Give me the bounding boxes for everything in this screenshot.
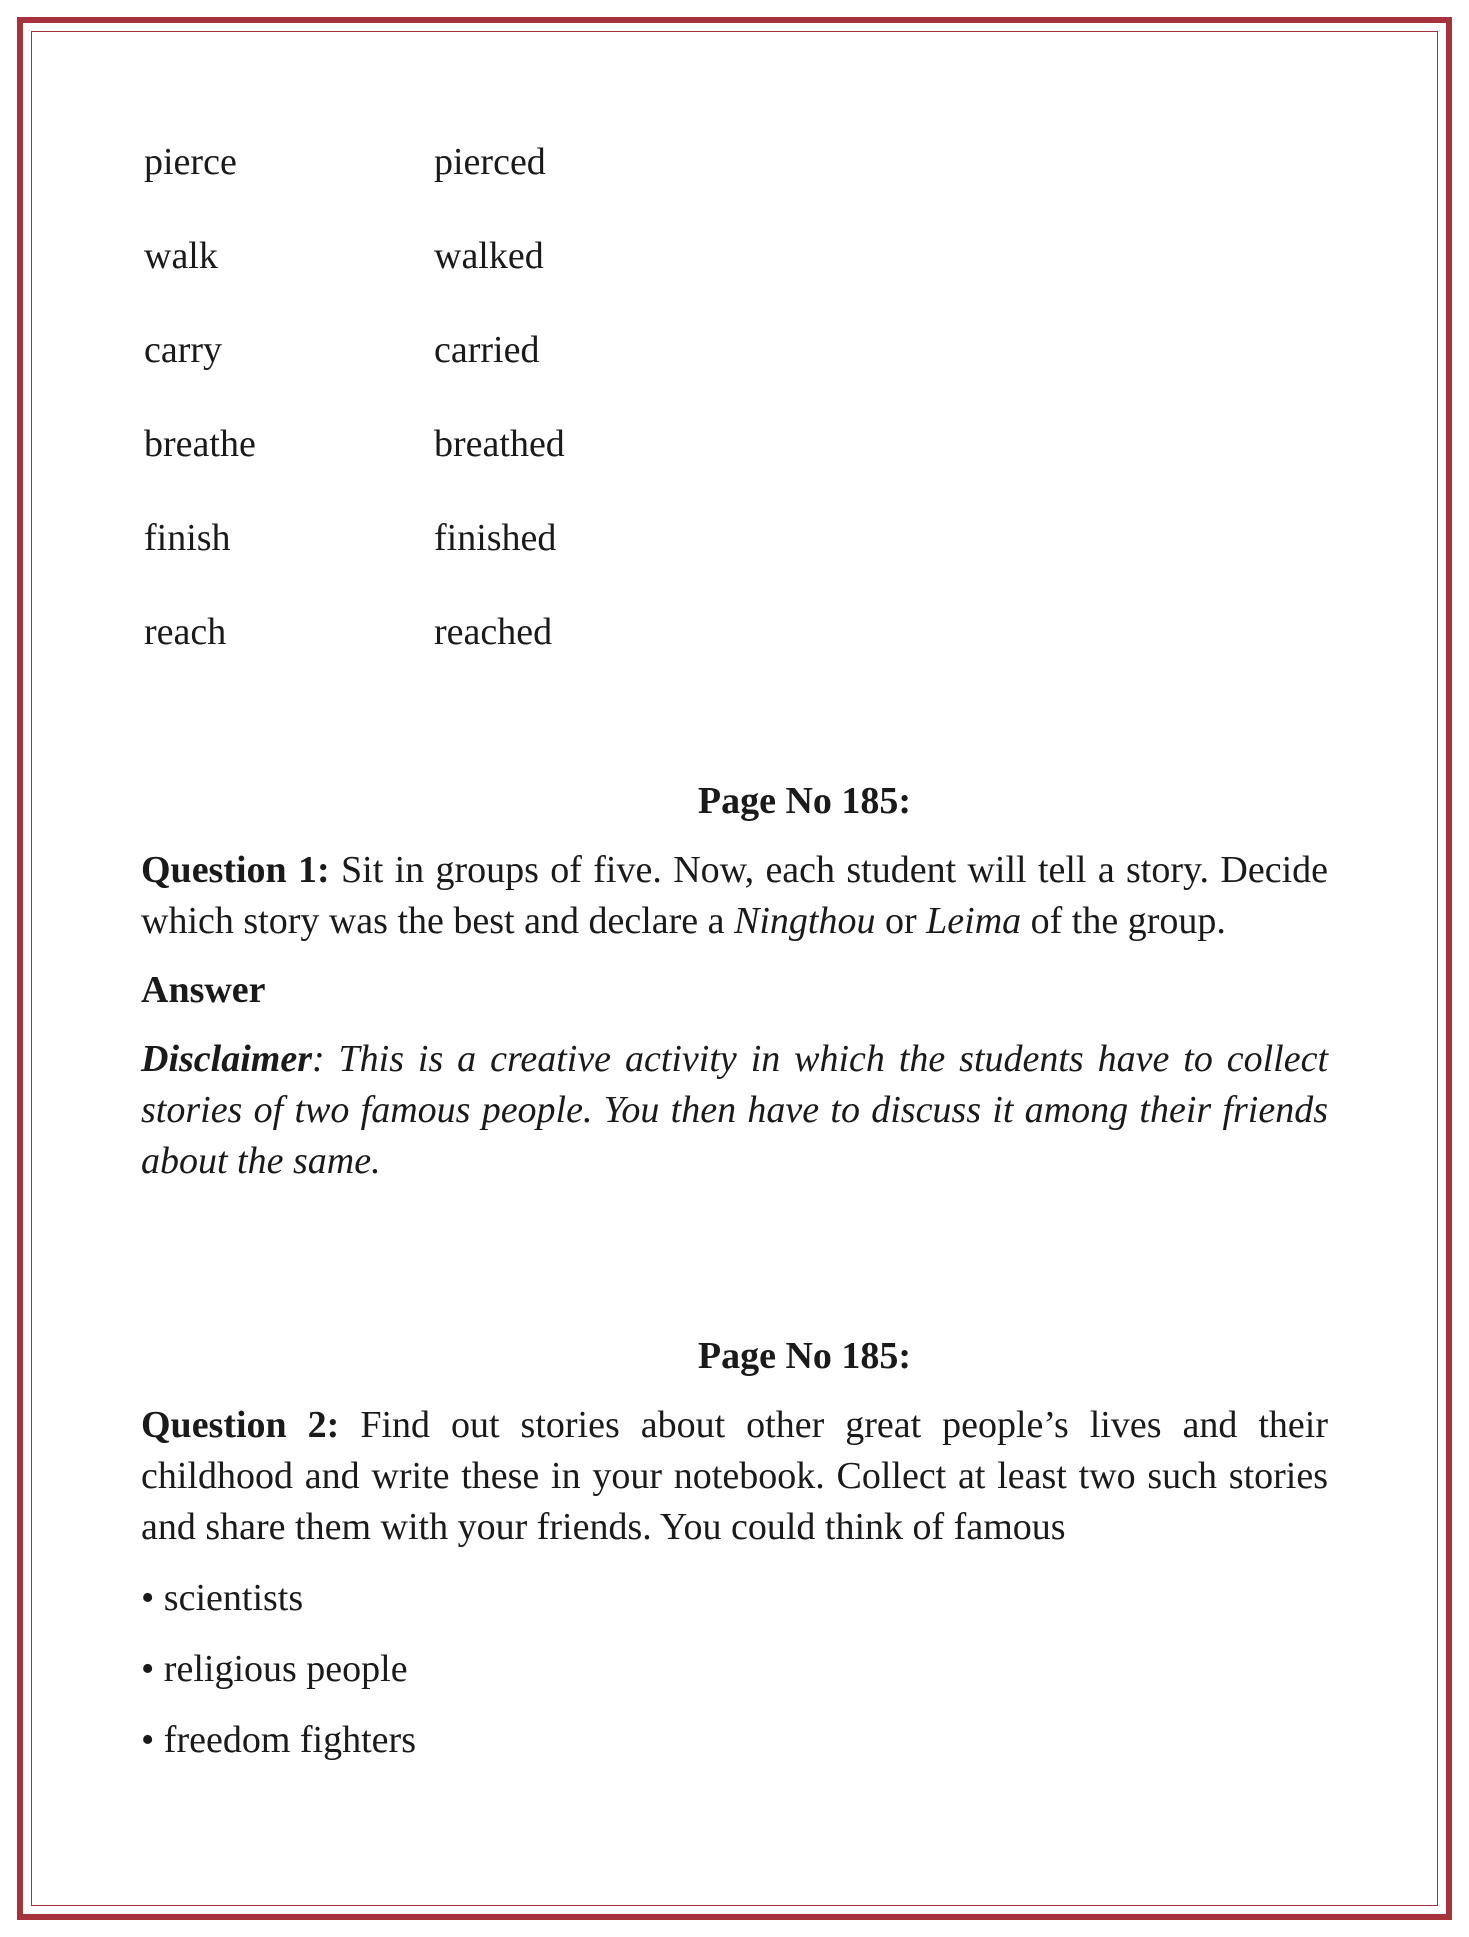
verb-past: carried bbox=[434, 329, 540, 371]
question-text: Sit in groups of five. Now, each student will tell a story. Decide which story was the best and declare a bbox=[141, 849, 1328, 942]
verb-base: breathe bbox=[144, 423, 256, 465]
list-item: • religious people bbox=[141, 1648, 408, 1690]
question-text: or bbox=[875, 900, 927, 942]
verb-past: breathed bbox=[434, 423, 565, 465]
page-heading: Page No 185: bbox=[697, 1335, 912, 1377]
verb-table bbox=[144, 140, 565, 704]
list-item: • scientists bbox=[141, 1577, 304, 1619]
page-heading: Page No 185: bbox=[697, 780, 912, 822]
verb-base: walk bbox=[144, 235, 218, 277]
question-paragraph bbox=[141, 1400, 1328, 1553]
verb-base: reach bbox=[144, 611, 227, 653]
verb-past: pierced bbox=[434, 141, 546, 183]
disclaimer-label: Disclaimer bbox=[141, 1038, 312, 1080]
question-emphasis: Ningthou bbox=[734, 900, 876, 942]
verb-past: walked bbox=[434, 235, 544, 277]
disclaimer-text: : This is a creative activity in which the students have to collect stories of two famous people. You then have to discuss it among their friends about the same. bbox=[141, 1038, 1328, 1182]
verb-base: pierce bbox=[144, 141, 237, 183]
verb-row bbox=[144, 328, 565, 422]
verb-row bbox=[144, 516, 565, 610]
question-paragraph bbox=[141, 845, 1328, 947]
disclaimer-paragraph bbox=[141, 1034, 1328, 1187]
question-label: Question 2: bbox=[141, 1404, 340, 1446]
question-text: of the group. bbox=[1021, 900, 1226, 942]
verb-row bbox=[144, 422, 565, 516]
verb-base: carry bbox=[144, 329, 223, 371]
verb-row bbox=[144, 610, 565, 704]
question-emphasis: Leima bbox=[926, 900, 1022, 942]
verb-row bbox=[144, 140, 565, 234]
section-question-2 bbox=[141, 1331, 1328, 1766]
question-label: Question 1: bbox=[141, 849, 330, 891]
question-text: Find out stories about other great people’s lives and their childhood and write these in your notebook. Collect at least two such stories and share them with your friends. You could think of famous bbox=[141, 1404, 1328, 1548]
list-item: • freedom fighters bbox=[141, 1719, 416, 1761]
verb-base: finish bbox=[144, 517, 231, 559]
verb-row bbox=[144, 234, 565, 328]
verb-past: finished bbox=[434, 517, 557, 559]
section-question-1 bbox=[141, 776, 1328, 1187]
answer-label: Answer bbox=[141, 969, 266, 1011]
verb-past: reached bbox=[434, 611, 553, 653]
